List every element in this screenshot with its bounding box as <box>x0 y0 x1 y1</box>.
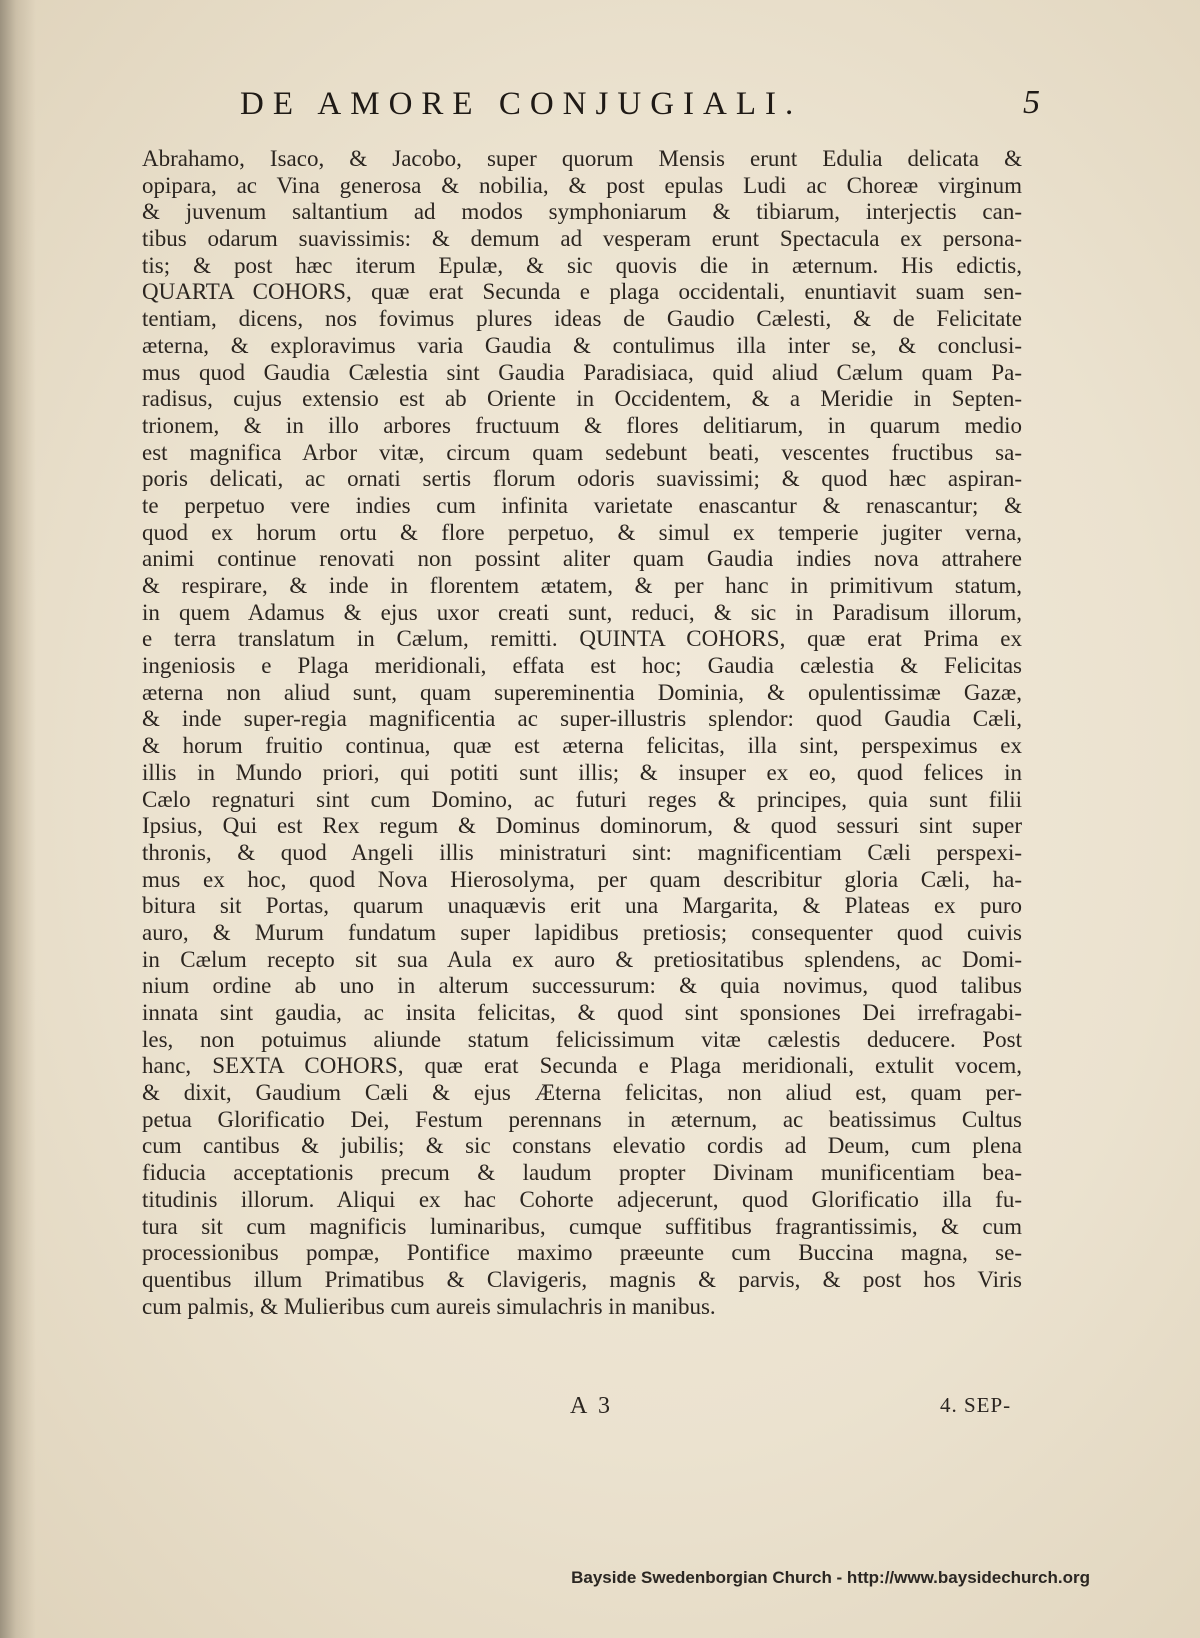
text-line: est magnifica Arbor vitæ, circum quam sedebunt beati, vescentes fructibus sa- <box>142 439 1022 465</box>
binding-shadow <box>0 0 36 1638</box>
text-line: hanc, SEXTA COHORS, quæ erat Secunda e Plaga meridionali, extulit vocem, <box>142 1053 1022 1079</box>
text-line: innata sint gaudia, ac insita felicitas, & quod sint sponsiones Dei irrefragabi- <box>142 1000 1022 1025</box>
text-line: opipara, ac Vina generosa & nobilia, & post epulas Ludi ac Choreæ virginum <box>142 172 1022 198</box>
text-line: Cælo regnaturi sint cum Domino, ac futuri reges & principes, quia sunt filii <box>142 786 1022 812</box>
text-line: petua Glorificatio Dei, Festum perennans in æternum, ac beatissimus Cultus <box>142 1106 1022 1132</box>
text-line: tura sit cum magnificis luminaribus, cumque suffitibus fragrantissimis, & cum <box>142 1213 1022 1239</box>
body-text <box>142 146 1022 1320</box>
text-line: & inde super-regia magnificentia ac super-illustris splendor: quod Gaudia Cæli, <box>142 706 1022 732</box>
text-line: tentiam, dicens, nos fovimus plures ideas de Gaudio Cælesti, & de Felicitate <box>142 306 1022 332</box>
text-line: auro, & Murum fundatum super lapidibus pretiosis; consequenter quod cuivis <box>142 919 1022 945</box>
text-line: radisus, cujus extensio est ab Oriente in Occidentem, & a Meridie in Septen- <box>142 386 1022 412</box>
text-line: processionibus pompæ, Pontifice maximo præeunte cum Buccina magna, se- <box>142 1240 1022 1266</box>
text-line: cum palmis, & Mulieribus cum aureis simulachris in manibus. <box>142 1293 716 1319</box>
text-line: & respirare, & inde in florentem ætatem, & per hanc in primitivum statum, <box>142 573 1022 598</box>
text-line: & dixit, Gaudium Cæli & ejus Æterna felicitas, non aliud est, quam per- <box>142 1080 1022 1106</box>
text-line: in quem Adamus & ejus uxor creati sunt, reduci, & sic in Paradisum illorum, <box>142 599 1022 625</box>
text-line: te perpetuo vere indies cum infinita varietate enascantur & renascantur; & <box>142 492 1022 518</box>
text-line: mus quod Gaudia Cælestia sint Gaudia Paradisiaca, quid aliud Cælum quam Pa- <box>142 359 1022 385</box>
text-line: nium ordine ab uno in alterum successurum: & quia novimus, quod talibus <box>142 973 1022 999</box>
text-line: quentibus illum Primatibus & Clavigeris, magnis & parvis, & post hos Viris <box>142 1266 1022 1292</box>
text-line: æterna, & exploravimus varia Gaudia & contulimus illa inter se, & conclusi- <box>142 332 1022 358</box>
page-header <box>240 86 1040 138</box>
text-line: trionem, & in illo arbores fructuum & flores delitiarum, in quarum medio <box>142 412 1022 438</box>
text-line: fiducia acceptationis precum & laudum propter Divinam munificentiam bea- <box>142 1160 1022 1186</box>
text-line: & juvenum saltantium ad modos symphoniarum & tibiarum, interjectis can- <box>142 199 1022 225</box>
text-line: quod ex horum ortu & flore perpetuo, & simul ex temperie jugiter verna, <box>142 519 1022 545</box>
text-line: in Cælum recepto sit sua Aula ex auro & pretiositatibus splendens, ac Domi- <box>142 946 1022 972</box>
text-line: thronis, & quod Angeli illis ministraturi sint: magnificentiam Cæli perspexi- <box>142 839 1022 865</box>
text-line: QUARTA COHORS, quæ erat Secunda e plaga occidentali, enuntiavit suam sen- <box>142 279 1022 305</box>
text-line: e terra translatum in Cælum, remitti. QUINTA COHORS, quæ erat Prima ex <box>142 626 1022 652</box>
text-line: bitura sit Portas, quarum unaquævis erit una Margarita, & Plateas ex puro <box>142 893 1022 919</box>
text-line: poris delicati, ac ornati sertis florum odoris suavissimi; & quod hæc aspiran- <box>142 466 1022 492</box>
text-line: animi continue renovati non possint aliter quam Gaudia indies nova attrahere <box>142 546 1022 572</box>
text-line: Abrahamo, Isaco, & Jacobo, super quorum Mensis erunt Edulia delicata & <box>142 146 1022 171</box>
text-line: cum cantibus & jubilis; & sic constans elevatio cordis ad Deum, cum plena <box>142 1133 1022 1159</box>
text-line: tibus odarum suavissimis: & demum ad vesperam erunt Spectacula ex persona- <box>142 226 1022 252</box>
watermark-credit: Bayside Swedenborgian Church - http://www.baysidechurch.org <box>571 1568 1090 1587</box>
text-line: æterna non aliud sunt, quam supereminentia Dominia, & opulentissimæ Gazæ, <box>142 679 1022 705</box>
text-line: ingeniosis e Plaga meridionali, effata est hoc; Gaudia cælestia & Felicitas <box>142 653 1022 679</box>
signature-mark: A 3 <box>570 1393 614 1419</box>
text-line: illis in Mundo priori, qui potiti sunt illis; & insuper ex eo, quod felices in <box>142 759 1022 785</box>
text-line: & horum fruitio continua, quæ est æterna felicitas, illa sint, perspeximus ex <box>142 733 1022 759</box>
text-line: tis; & post hæc iterum Epulæ, & sic quovis die in æternum. His edictis, <box>142 252 1022 278</box>
text-line: les, non potuimus aliunde statum felicissimum vitæ cælestis deducere. Post <box>142 1026 1022 1052</box>
text-line: titudinis illorum. Aliqui ex hac Cohorte adjecerunt, quod Glorificatio illa fu- <box>142 1186 1022 1212</box>
catchword: 4. SEP- <box>940 1393 1012 1417</box>
running-title: DE AMORE CONJUGIALI. <box>240 86 803 122</box>
page-number: 5 <box>1023 84 1040 121</box>
text-line: Ipsius, Qui est Rex regum & Dominus dominorum, & quod sessuri sint super <box>142 813 1022 839</box>
text-line: mus ex hoc, quod Nova Hierosolyma, per quam describitur gloria Cæli, ha- <box>142 866 1022 892</box>
